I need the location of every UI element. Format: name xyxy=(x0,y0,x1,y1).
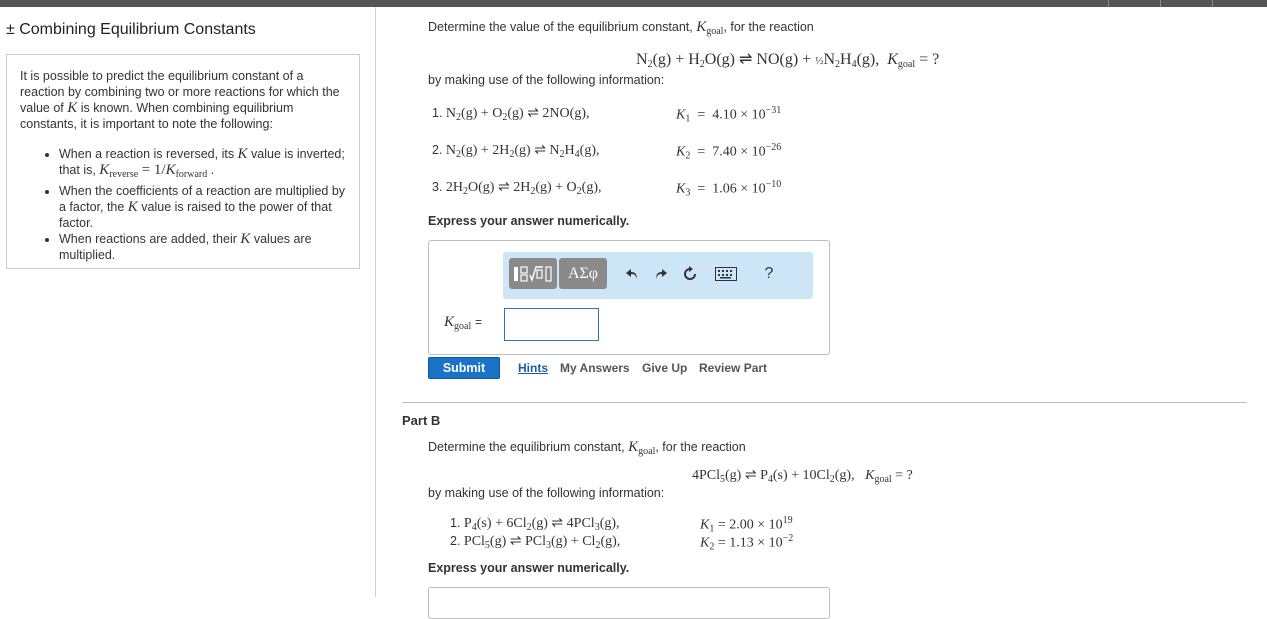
part-a-k2: $K_2 = 7.40 \times 10^{-26}$ xyxy=(676,142,782,162)
part-b-prompt: Determine the equilibrium constant, $K_{goal}$, for the reaction xyxy=(428,439,746,457)
part-b-express: Express your answer numerically. xyxy=(428,561,630,575)
info-bullet-reverse: • When a reaction is reversed, its K value is inverted; that is, $K_{reverse} = 1/K_{forward}$ . xyxy=(59,146,346,183)
review-part-link[interactable]: Review Part xyxy=(699,361,768,375)
top-bar-divider xyxy=(1212,0,1213,7)
info-box xyxy=(6,54,360,269)
answer-box xyxy=(428,240,830,355)
templates-button[interactable] xyxy=(509,258,557,289)
equation-toolbar xyxy=(503,252,813,299)
info-bullet-coefficients: • When the coefficients of a reaction are multiplied by a factor, the K value is raised to the power of that factor. xyxy=(59,183,346,231)
symbols-button[interactable]: ΑΣφ xyxy=(559,258,607,289)
keyboard-icon[interactable] xyxy=(713,263,739,285)
help-button[interactable]: ? xyxy=(764,265,774,282)
sidebar xyxy=(0,7,376,597)
main-content xyxy=(376,7,1267,597)
templates-icon xyxy=(513,264,553,284)
give-up-link[interactable]: Give Up xyxy=(642,361,688,375)
part-divider xyxy=(402,402,1247,403)
info-bullets xyxy=(20,146,346,263)
part-b-info-label: by making use of the following information: xyxy=(428,486,665,500)
part-a-prompt: Determine the value of the equilibrium constant, $K_{goal}$, for the reaction xyxy=(428,19,814,37)
top-bar xyxy=(0,0,1267,7)
part-a-goal-reaction: $N_2(g) + H_2O(g)$ ⇌ $NO(g) + \frac{1}{2}N_2H_4(g)$, $K_{goal}$ = ? xyxy=(636,51,940,70)
part-b-answer-box xyxy=(428,587,830,619)
my-answers-link[interactable]: My Answers xyxy=(560,361,630,375)
redo-icon[interactable] xyxy=(650,263,672,285)
answer-label: $K_{goal}$ = xyxy=(444,314,482,332)
top-bar-divider xyxy=(1160,0,1161,7)
part-b-reaction-1: 1. $P_4(s) + 6Cl_2(g)$ ⇌ 4PCl$_3$(g), xyxy=(450,516,620,533)
part-a-k3: $K_3 = 1.06 \times 10^{-10}$ xyxy=(676,179,782,199)
reset-icon[interactable] xyxy=(679,263,701,285)
part-a-k1: $K_1 = 4.10 \times 10^{-31}$ xyxy=(676,105,782,125)
part-a-info-label: by making use of the following information: xyxy=(428,73,665,87)
part-a-express: Express your answer numerically. xyxy=(428,214,630,228)
part-b-goal-reaction: 4PCl$_5$(g) ⇌ $P_4(s) + 10Cl_2(g)$, $K_{goal}$ = ? xyxy=(692,468,913,485)
undo-icon[interactable] xyxy=(621,263,643,285)
answer-input[interactable] xyxy=(504,308,599,341)
part-b-k2: $K_2 = 1.13 \times 10^{-2}$ xyxy=(700,533,794,553)
part-b-reaction-2: 2. PCl$_5$(g) ⇌ $PCl_3(g) + Cl_2(g)$, xyxy=(450,534,621,551)
part-a-reaction-2: 2. $N_2(g) + 2H_2(g)$ ⇌ $N_2H_4(g)$, xyxy=(432,143,600,160)
part-a-reaction-3: 3. $2H_2O(g)$ ⇌ $2H_2(g) + O_2(g)$, xyxy=(432,180,602,197)
sidebar-title: ± Combining Equilibrium Constants xyxy=(6,21,256,38)
part-b-heading[interactable]: Part B xyxy=(402,413,441,428)
info-bullet-added: • When reactions are added, their K values are multiplied. xyxy=(59,231,346,263)
hints-link[interactable]: Hints xyxy=(518,361,548,375)
info-intro: It is possible to predict the equilibrium constant of a reaction by combining two or more reactions for which the value of K is known. When combining equilibrium constants, it is important to note the following: xyxy=(20,69,340,131)
top-bar-divider xyxy=(1108,0,1109,7)
part-a-reaction-1: 1. $N_2(g) + O_2(g)$ ⇌ 2NO(g), xyxy=(432,106,590,123)
submit-button[interactable]: Submit xyxy=(428,357,500,379)
part-b-k1: $K_1 = 2.00 \times 10^{19}$ xyxy=(700,515,793,535)
